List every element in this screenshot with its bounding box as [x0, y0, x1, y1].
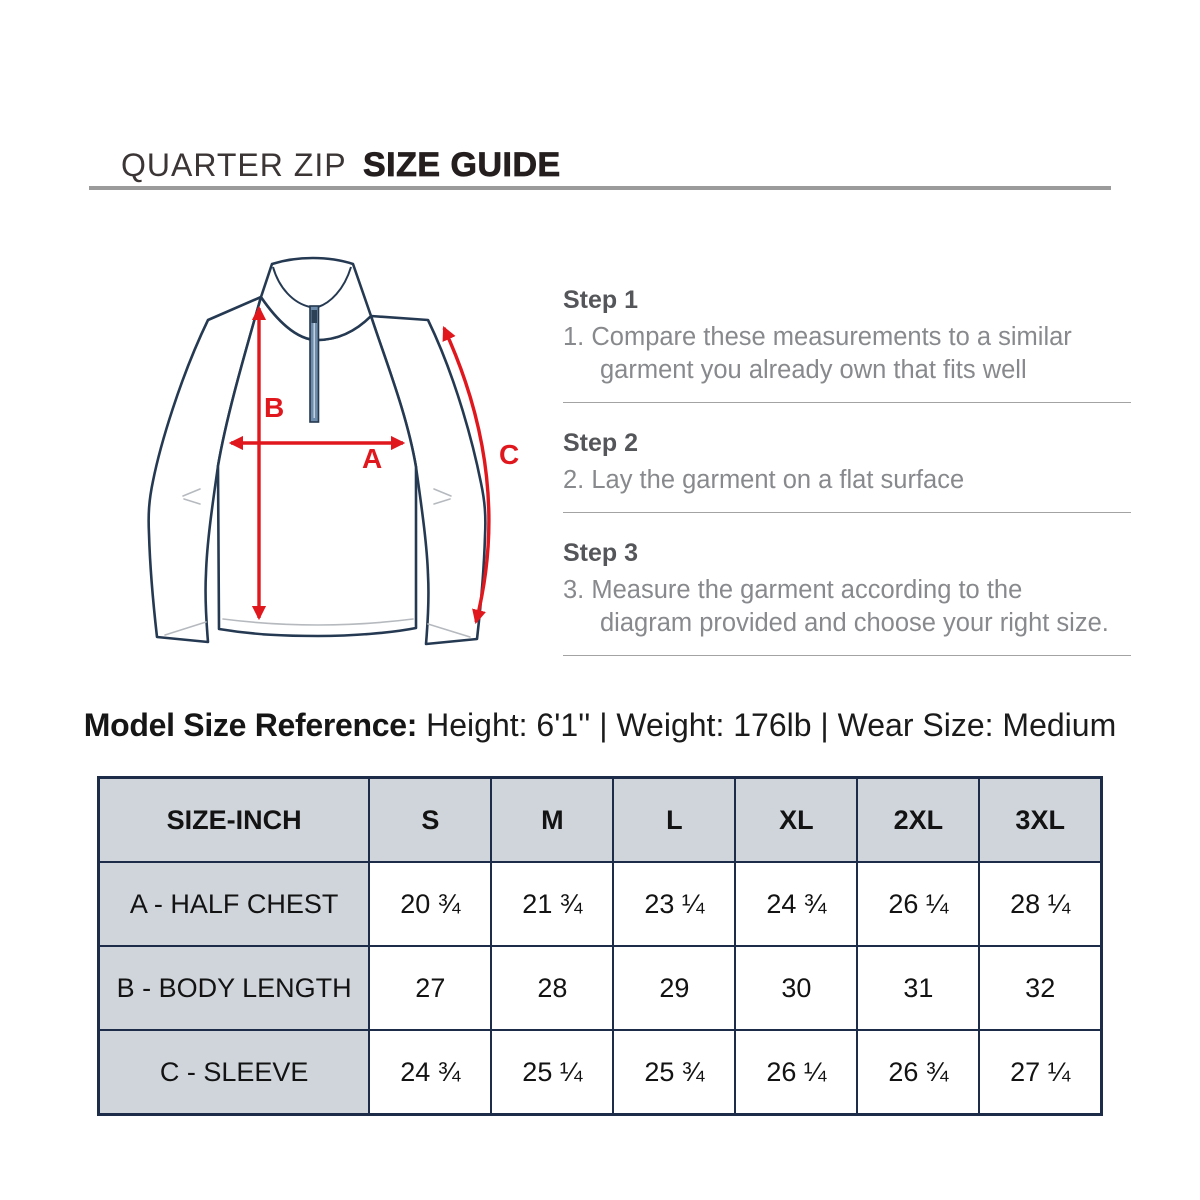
size-value: 29 — [613, 946, 735, 1030]
size-value: 26 ¼ — [857, 862, 979, 946]
step-3-text-line-1: 3. Measure the garment according to the — [563, 576, 1023, 604]
table-row-body-length — [99, 946, 1102, 1030]
row-label-body-length: B - BODY LENGTH — [99, 946, 370, 1030]
step-3-text-line-2: diagram provided and choose your right size. — [600, 609, 1109, 637]
col-header-l: L — [613, 778, 735, 863]
size-table-header-row — [99, 778, 1102, 863]
step-1-title: Step 1 — [563, 286, 639, 314]
row-label-sleeve: C - SLEEVE — [99, 1030, 370, 1115]
size-value: 28 — [491, 946, 613, 1030]
step-1-text-line-2: garment you already own that fits well — [600, 356, 1027, 384]
step-2 — [563, 403, 1131, 513]
measure-label-c: C — [499, 439, 520, 470]
page-title — [121, 146, 561, 185]
size-value: 23 ¼ — [613, 862, 735, 946]
size-value: 27 ¼ — [979, 1030, 1101, 1115]
zipper — [310, 306, 319, 422]
size-value: 26 ¾ — [857, 1030, 979, 1115]
row-label-half-chest: A - HALF CHEST — [99, 862, 370, 946]
size-value: 21 ¾ — [491, 862, 613, 946]
step-3-title: Step 3 — [563, 539, 639, 567]
size-value: 30 — [735, 946, 857, 1030]
model-ref-label: Model Size Reference: — [83, 707, 418, 743]
size-value: 20 ¾ — [369, 862, 491, 946]
col-header-xl: XL — [735, 778, 857, 863]
garment-diagram — [120, 250, 540, 670]
measure-label-b: B — [264, 392, 285, 423]
size-value: 26 ¼ — [735, 1030, 857, 1115]
col-header-3xl: 3XL — [979, 778, 1101, 863]
model-ref-details: Height: 6'1'' | Weight: 176lb | Wear Size: Medium — [426, 707, 1117, 743]
step-2-text-line-1: 2. Lay the garment on a flat surface — [563, 466, 965, 494]
table-row-sleeve — [99, 1030, 1102, 1115]
zipper-pull — [312, 310, 318, 323]
size-table — [97, 776, 1103, 1116]
size-value: 25 ¼ — [491, 1030, 613, 1115]
size-value: 27 — [369, 946, 491, 1030]
title-divider — [89, 186, 1111, 190]
size-value: 24 ¾ — [369, 1030, 491, 1115]
page-title-collection: QUARTER ZIP — [121, 147, 347, 183]
col-header-2xl: 2XL — [857, 778, 979, 863]
step-2-title: Step 2 — [563, 429, 639, 457]
size-value: 31 — [857, 946, 979, 1030]
step-1-text-line-1: 1. Compare these measurements to a similar — [563, 323, 1072, 351]
col-header-s: S — [369, 778, 491, 863]
size-value: 32 — [979, 946, 1101, 1030]
step-3 — [563, 513, 1131, 656]
steps-panel — [563, 286, 1131, 656]
size-value: 24 ¾ — [735, 862, 857, 946]
measure-label-a: A — [362, 443, 383, 474]
model-size-reference — [0, 707, 1200, 744]
table-row-half-chest — [99, 862, 1102, 946]
size-value: 28 ¼ — [979, 862, 1101, 946]
page-title-main: SIZE GUIDE — [363, 146, 561, 184]
step-1 — [563, 286, 1131, 403]
col-header-size-inch: SIZE-INCH — [99, 778, 370, 863]
size-value: 25 ¾ — [613, 1030, 735, 1115]
col-header-m: M — [491, 778, 613, 863]
